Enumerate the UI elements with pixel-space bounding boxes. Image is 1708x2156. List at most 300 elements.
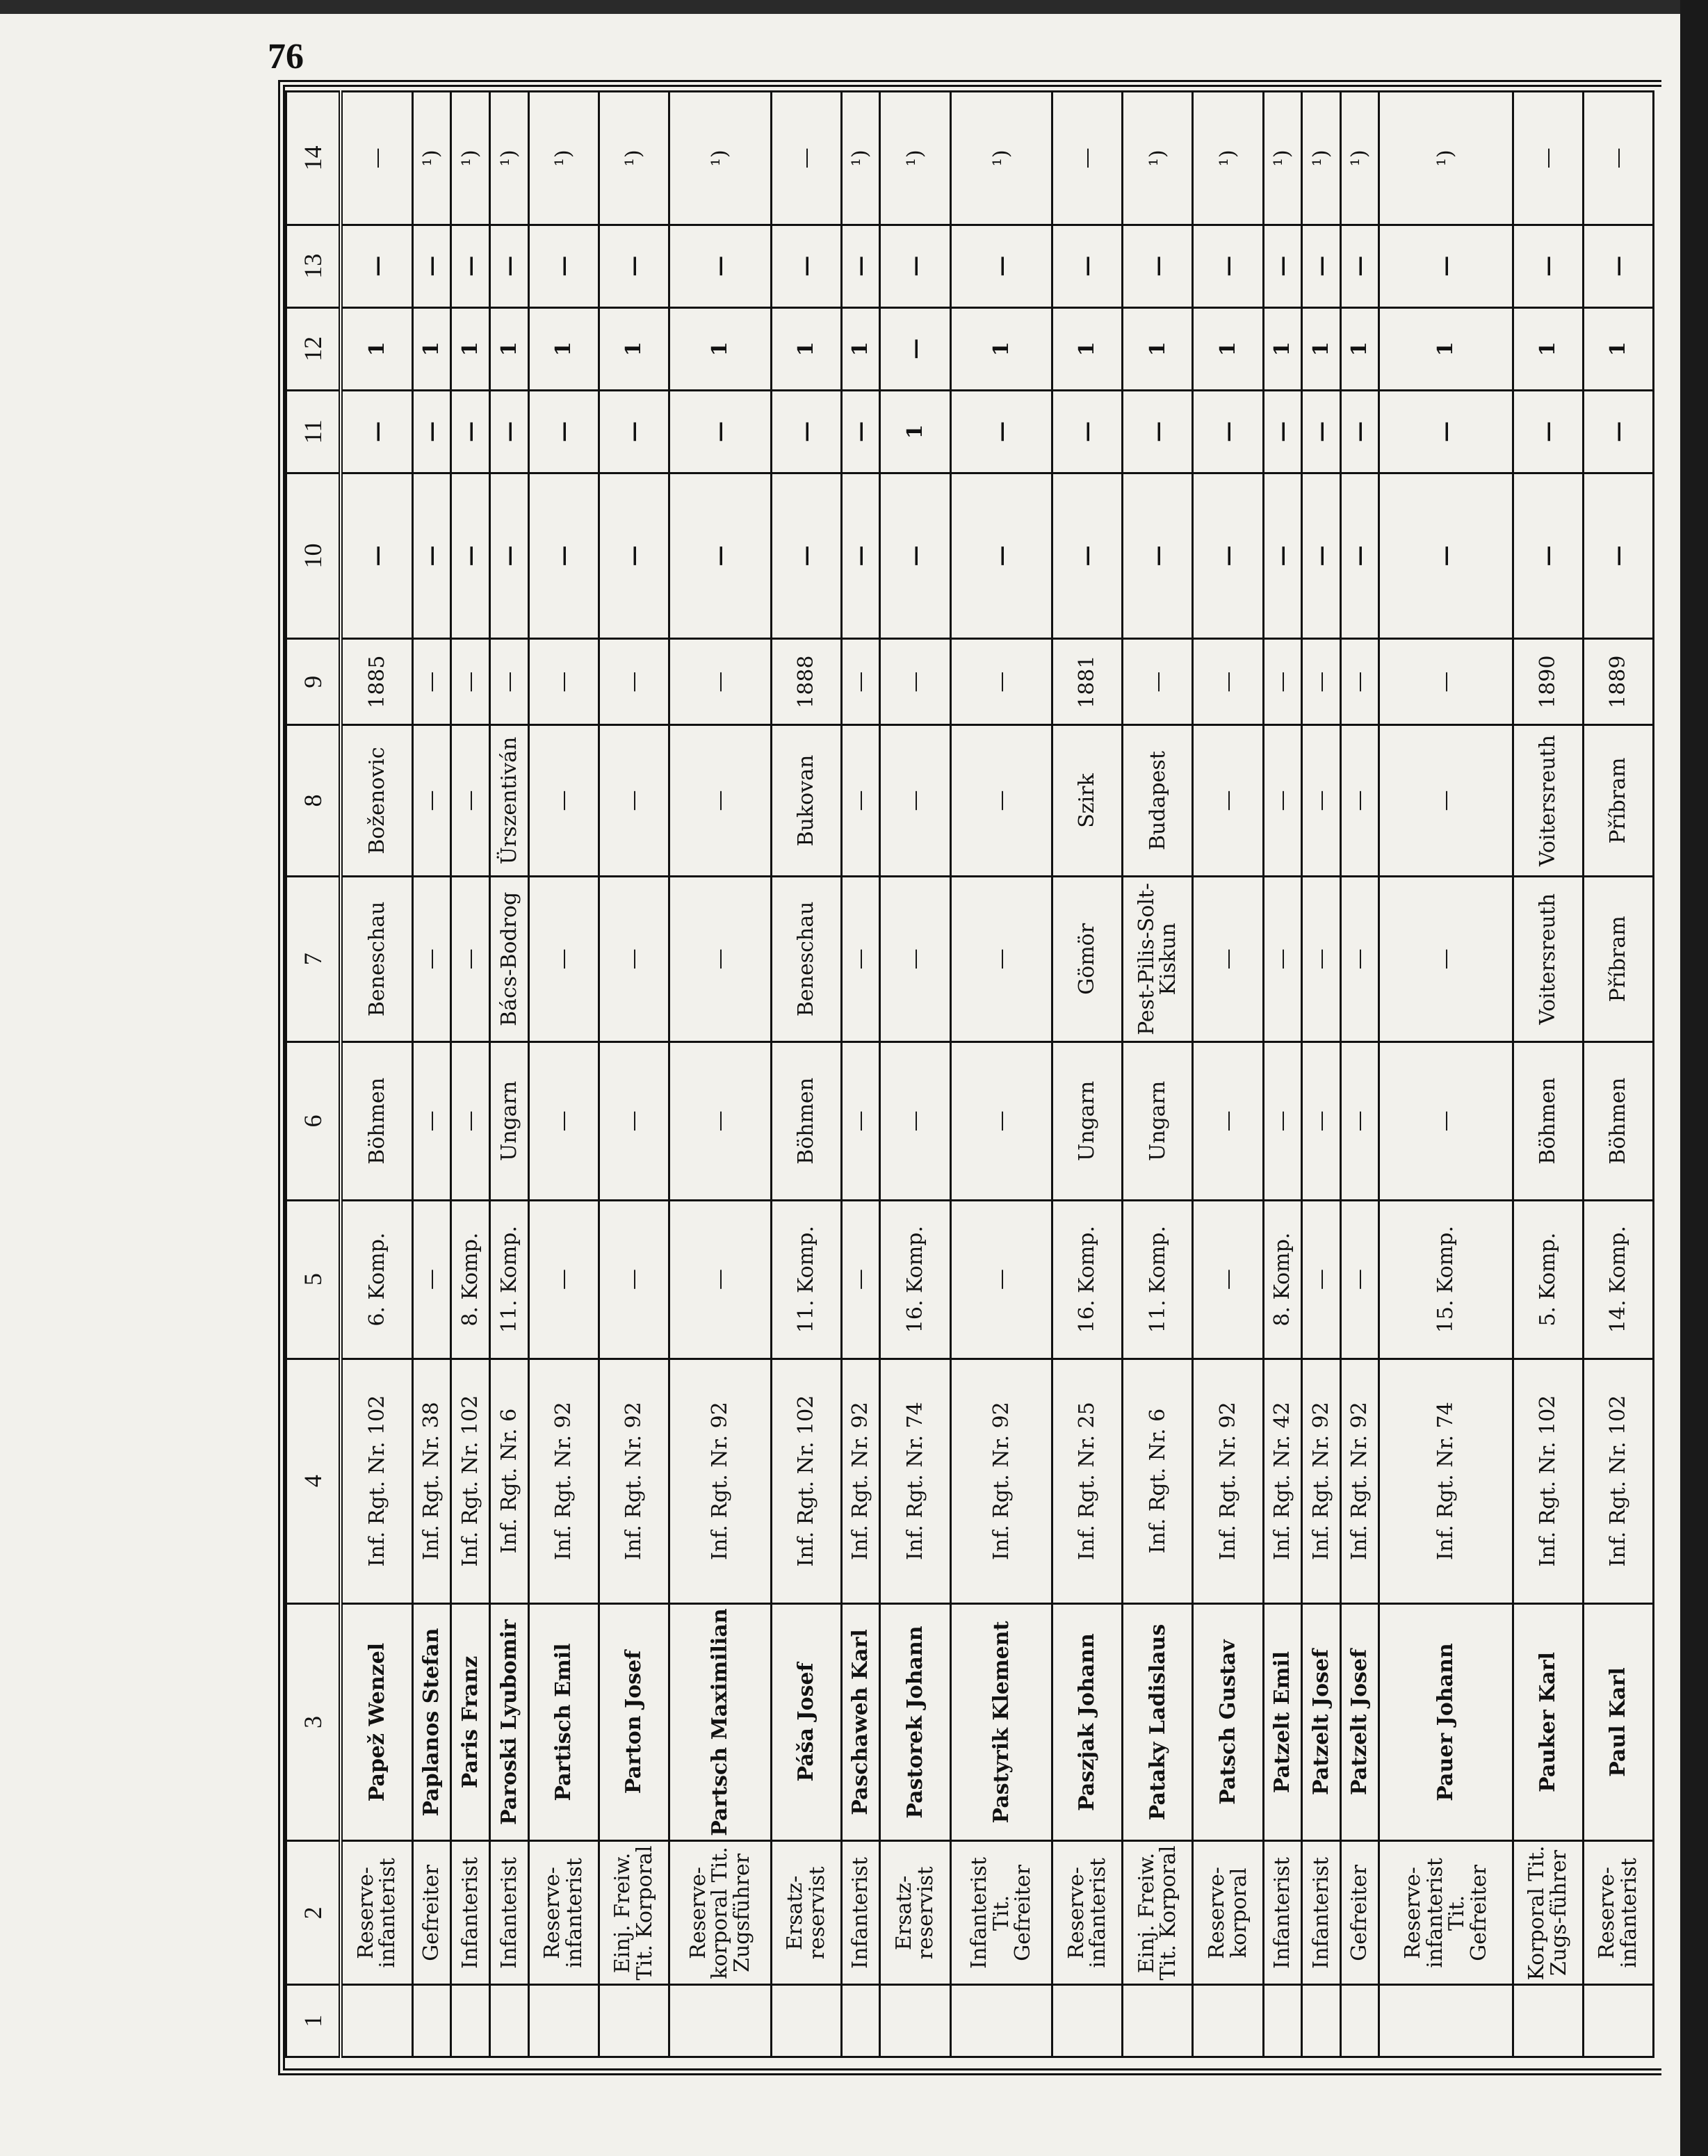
- cell-regiment: Inf. Rgt. Nr. 25: [1052, 1359, 1123, 1603]
- cell-col11: —: [1052, 390, 1123, 473]
- cell-name: Pataky Ladislaus: [1123, 1603, 1193, 1841]
- cell-col13: —: [1302, 225, 1341, 307]
- table-row: [950, 92, 1052, 2057]
- cell-col11: —: [1379, 390, 1513, 473]
- col-number-3: 3: [286, 1603, 341, 1841]
- cell-district: —: [412, 876, 451, 1041]
- col-number-13: 13: [286, 225, 341, 307]
- cell-regiment: Inf. Rgt. Nr. 92: [528, 1359, 599, 1603]
- cell-blank: [1052, 1985, 1123, 2057]
- cell-col12: 1: [1583, 307, 1653, 390]
- cell-col10: —: [950, 473, 1052, 638]
- col-number-4: 4: [286, 1359, 341, 1603]
- cell-land: —: [1340, 1041, 1379, 1200]
- cell-col13: —: [412, 225, 451, 307]
- cell-blank: [1583, 1985, 1653, 2057]
- col-number-7: 7: [286, 876, 341, 1041]
- cell-year: —: [1123, 639, 1193, 725]
- cell-col12: 1: [1379, 307, 1513, 390]
- cell-district: Beneschau: [341, 876, 412, 1041]
- cell-land: —: [599, 1041, 669, 1200]
- cell-col13: —: [771, 225, 841, 307]
- cell-col13: —: [1193, 225, 1263, 307]
- cell-col11: —: [1513, 390, 1583, 473]
- cell-district: —: [599, 876, 669, 1041]
- cell-blank: [1340, 1985, 1379, 2057]
- cell-land: —: [412, 1041, 451, 1200]
- cell-place: —: [1263, 725, 1302, 876]
- cell-col10: —: [1052, 473, 1123, 638]
- cell-col10: —: [599, 473, 669, 638]
- cell-col13: —: [880, 225, 950, 307]
- cell-col13: —: [599, 225, 669, 307]
- table-row: [1052, 92, 1123, 2057]
- cell-regiment: Inf. Rgt. Nr. 92: [1193, 1359, 1263, 1603]
- cell-col13: —: [1263, 225, 1302, 307]
- cell-col12: —: [880, 307, 950, 390]
- table-row: [1513, 92, 1583, 2057]
- cell-name: Paul Karl: [1583, 1603, 1653, 1841]
- cell-year: —: [950, 639, 1052, 725]
- cell-land: —: [451, 1041, 490, 1200]
- table-row: [1583, 92, 1653, 2057]
- cell-col10: —: [1513, 473, 1583, 638]
- cell-col11: —: [451, 390, 490, 473]
- cell-blank: [341, 1985, 412, 2057]
- cell-blank: [841, 1985, 880, 2057]
- cell-regiment: Inf. Rgt. Nr. 92: [669, 1359, 771, 1603]
- col-number-14: 14: [286, 92, 341, 225]
- cell-place: —: [880, 725, 950, 876]
- cell-year: 1889: [1583, 639, 1653, 725]
- cell-col14: —: [341, 92, 412, 225]
- cell-col14: —: [1052, 92, 1123, 225]
- cell-place: —: [669, 725, 771, 876]
- cell-col13: —: [1583, 225, 1653, 307]
- cell-place: —: [528, 725, 599, 876]
- cell-district: Bács-Bodrog: [490, 876, 529, 1041]
- cell-rank: Reserve-infanterist: [1052, 1841, 1123, 1985]
- table-row: [451, 92, 490, 2057]
- cell-rank: Einj. Freiw. Tit. Korporal: [1123, 1841, 1193, 1985]
- table-row: [528, 92, 599, 2057]
- cell-col13: —: [528, 225, 599, 307]
- cell-col11: —: [1583, 390, 1653, 473]
- cell-company: 6. Komp.: [341, 1200, 412, 1359]
- cell-col10: —: [880, 473, 950, 638]
- cell-place: Ürszentiván: [490, 725, 529, 876]
- cell-rank: Infanterist: [1302, 1841, 1341, 1985]
- cell-col12: 1: [1052, 307, 1123, 390]
- cell-company: 11. Komp.: [1123, 1200, 1193, 1359]
- cell-place: —: [451, 725, 490, 876]
- cell-name: Patzelt Josef: [1302, 1603, 1341, 1841]
- cell-col14: ¹): [880, 92, 950, 225]
- cell-col10: —: [1193, 473, 1263, 638]
- cell-name: Pauer Johann: [1379, 1603, 1513, 1841]
- cell-blank: [412, 1985, 451, 2057]
- cell-blank: [950, 1985, 1052, 2057]
- cell-blank: [880, 1985, 950, 2057]
- cell-company: —: [599, 1200, 669, 1359]
- cell-company: 15. Komp.: [1379, 1200, 1513, 1359]
- cell-col14: ¹): [1302, 92, 1341, 225]
- cell-land: Ungarn: [1123, 1041, 1193, 1200]
- cell-year: 1890: [1513, 639, 1583, 725]
- cell-col10: —: [1123, 473, 1193, 638]
- cell-col14: —: [1583, 92, 1653, 225]
- cell-col14: ¹): [490, 92, 529, 225]
- cell-land: Ungarn: [490, 1041, 529, 1200]
- cell-regiment: Inf. Rgt. Nr. 102: [771, 1359, 841, 1603]
- cell-land: Böhmen: [771, 1041, 841, 1200]
- cell-place: —: [841, 725, 880, 876]
- cell-land: Böhmen: [341, 1041, 412, 1200]
- cell-district: —: [1193, 876, 1263, 1041]
- cell-col13: —: [1123, 225, 1193, 307]
- cell-district: —: [950, 876, 1052, 1041]
- cell-col12: 1: [490, 307, 529, 390]
- cell-col12: 1: [841, 307, 880, 390]
- cell-place: Budapest: [1123, 725, 1193, 876]
- cell-col14: ¹): [412, 92, 451, 225]
- cell-name: Paszjak Johann: [1052, 1603, 1123, 1841]
- table-row: [1193, 92, 1263, 2057]
- cell-land: —: [669, 1041, 771, 1200]
- table-row: [880, 92, 950, 2057]
- cell-district: Gömör: [1052, 876, 1123, 1041]
- table-row: [841, 92, 880, 2057]
- cell-year: —: [1340, 639, 1379, 725]
- cell-year: 1881: [1052, 639, 1123, 725]
- cell-col13: —: [490, 225, 529, 307]
- table-row: [771, 92, 841, 2057]
- cell-district: Voitersreuth: [1513, 876, 1583, 1041]
- cell-col12: 1: [1263, 307, 1302, 390]
- cell-land: Böhmen: [1583, 1041, 1653, 1200]
- table-row: [599, 92, 669, 2057]
- cell-col11: —: [1340, 390, 1379, 473]
- cell-col12: 1: [412, 307, 451, 390]
- cell-place: Boženovic: [341, 725, 412, 876]
- cell-company: 8. Komp.: [1263, 1200, 1302, 1359]
- cell-col10: —: [1302, 473, 1341, 638]
- cell-rank: Reserve-infanterist: [528, 1841, 599, 1985]
- cell-regiment: Inf. Rgt. Nr. 92: [599, 1359, 669, 1603]
- cell-col10: —: [528, 473, 599, 638]
- cell-place: —: [1379, 725, 1513, 876]
- cell-land: —: [1193, 1041, 1263, 1200]
- cell-regiment: Inf. Rgt. Nr. 6: [490, 1359, 529, 1603]
- cell-col14: ¹): [1340, 92, 1379, 225]
- cell-name: Patsch Gustav: [1193, 1603, 1263, 1841]
- cell-company: 11. Komp.: [771, 1200, 841, 1359]
- cell-rank: Infanterist: [1263, 1841, 1302, 1985]
- cell-blank: [599, 1985, 669, 2057]
- cell-name: Paschaweh Karl: [841, 1603, 880, 1841]
- cell-name: Pastyrik Klement: [950, 1603, 1052, 1841]
- cell-col10: —: [771, 473, 841, 638]
- cell-place: —: [1340, 725, 1379, 876]
- cell-year: —: [490, 639, 529, 725]
- cell-place: —: [1193, 725, 1263, 876]
- table-row: [1379, 92, 1513, 2057]
- cell-rank: Einj. Freiw. Tit. Korporal: [599, 1841, 669, 1985]
- cell-col13: —: [950, 225, 1052, 307]
- cell-name: Paplanos Stefan: [412, 1603, 451, 1841]
- cell-year: —: [880, 639, 950, 725]
- cell-company: —: [950, 1200, 1052, 1359]
- cell-col11: —: [412, 390, 451, 473]
- cell-district: Beneschau: [771, 876, 841, 1041]
- cell-company: —: [1302, 1200, 1341, 1359]
- cell-regiment: Inf. Rgt. Nr. 102: [341, 1359, 412, 1603]
- cell-company: 8. Komp.: [451, 1200, 490, 1359]
- cell-year: 1888: [771, 639, 841, 725]
- cell-col14: ¹): [950, 92, 1052, 225]
- ledger-body: [341, 92, 1654, 2057]
- cell-col11: —: [1193, 390, 1263, 473]
- cell-company: 16. Komp.: [1052, 1200, 1123, 1359]
- cell-col11: —: [841, 390, 880, 473]
- cell-rank: Reserve-infanterist: [1583, 1841, 1653, 1985]
- cell-col11: 1: [880, 390, 950, 473]
- cell-col11: —: [341, 390, 412, 473]
- cell-col11: —: [1302, 390, 1341, 473]
- cell-col13: —: [451, 225, 490, 307]
- cell-regiment: Inf. Rgt. Nr. 102: [1513, 1359, 1583, 1603]
- cell-place: —: [1302, 725, 1341, 876]
- cell-name: Paris Franz: [451, 1603, 490, 1841]
- cell-company: —: [669, 1200, 771, 1359]
- cell-rank: Infanterist Tit. Gefreiter: [950, 1841, 1052, 1985]
- cell-district: —: [1379, 876, 1513, 1041]
- cell-blank: [1379, 1985, 1513, 2057]
- cell-place: —: [412, 725, 451, 876]
- cell-regiment: Inf. Rgt. Nr. 92: [950, 1359, 1052, 1603]
- cell-rank: Infanterist: [451, 1841, 490, 1985]
- cell-col12: 1: [1123, 307, 1193, 390]
- col-number-12: 12: [286, 307, 341, 390]
- cell-rank: Reserve-infanterist Tit. Gefreiter: [1379, 1841, 1513, 1985]
- cell-col11: —: [490, 390, 529, 473]
- scan-right-edge: [1680, 0, 1708, 2156]
- cell-company: —: [528, 1200, 599, 1359]
- cell-name: Patzelt Josef: [1340, 1603, 1379, 1841]
- column-number-row: [286, 92, 341, 2057]
- table-row: [669, 92, 771, 2057]
- scan-top-edge: [0, 0, 1708, 14]
- cell-col12: 1: [669, 307, 771, 390]
- cell-year: —: [841, 639, 880, 725]
- cell-col13: —: [1340, 225, 1379, 307]
- cell-rank: Ersatz-reservist: [771, 1841, 841, 1985]
- cell-district: —: [880, 876, 950, 1041]
- cell-col13: —: [341, 225, 412, 307]
- cell-col11: —: [669, 390, 771, 473]
- cell-col10: —: [1583, 473, 1653, 638]
- cell-name: Partsch Maximilian: [669, 1603, 771, 1841]
- table-row: [1123, 92, 1193, 2057]
- cell-district: Pest-Pilis-Solt-Kiskun: [1123, 876, 1193, 1041]
- cell-district: —: [1263, 876, 1302, 1041]
- cell-district: —: [451, 876, 490, 1041]
- cell-blank: [1193, 1985, 1263, 2057]
- cell-col14: ¹): [1193, 92, 1263, 225]
- table-row: [1340, 92, 1379, 2057]
- cell-name: Parton Josef: [599, 1603, 669, 1841]
- cell-district: —: [528, 876, 599, 1041]
- col-number-2: 2: [286, 1841, 341, 1985]
- cell-col14: ¹): [451, 92, 490, 225]
- cell-year: —: [1379, 639, 1513, 725]
- cell-col14: ¹): [1123, 92, 1193, 225]
- cell-regiment: Inf. Rgt. Nr. 42: [1263, 1359, 1302, 1603]
- cell-col12: 1: [451, 307, 490, 390]
- cell-place: Voitersreuth: [1513, 725, 1583, 876]
- cell-year: —: [599, 639, 669, 725]
- cell-company: —: [1193, 1200, 1263, 1359]
- cell-col14: ¹): [841, 92, 880, 225]
- cell-regiment: Inf. Rgt. Nr. 6: [1123, 1359, 1193, 1603]
- cell-company: 16. Komp.: [880, 1200, 950, 1359]
- cell-rank: Reserve-infanterist: [341, 1841, 412, 1985]
- cell-name: Pastorek Johann: [880, 1603, 950, 1841]
- cell-col10: —: [841, 473, 880, 638]
- cell-regiment: Inf. Rgt. Nr. 74: [1379, 1359, 1513, 1603]
- cell-regiment: Inf. Rgt. Nr. 102: [451, 1359, 490, 1603]
- cell-col13: —: [669, 225, 771, 307]
- cell-rank: Infanterist: [841, 1841, 880, 1985]
- col-number-11: 11: [286, 390, 341, 473]
- cell-col10: —: [1263, 473, 1302, 638]
- col-number-1: 1: [286, 1985, 341, 2057]
- cell-land: —: [1379, 1041, 1513, 1200]
- cell-year: —: [1193, 639, 1263, 725]
- table-row: [1302, 92, 1341, 2057]
- table-row: [341, 92, 412, 2057]
- cell-blank: [1513, 1985, 1583, 2057]
- cell-name: Papež Wenzel: [341, 1603, 412, 1841]
- cell-regiment: Inf. Rgt. Nr. 92: [1302, 1359, 1341, 1603]
- col-number-8: 8: [286, 725, 341, 876]
- cell-col14: ¹): [1263, 92, 1302, 225]
- cell-blank: [451, 1985, 490, 2057]
- cell-col11: —: [528, 390, 599, 473]
- cell-blank: [669, 1985, 771, 2057]
- cell-company: —: [1340, 1200, 1379, 1359]
- cell-year: —: [528, 639, 599, 725]
- cell-land: —: [1302, 1041, 1341, 1200]
- col-number-6: 6: [286, 1041, 341, 1200]
- cell-rank: Gefreiter: [412, 1841, 451, 1985]
- cell-col12: 1: [1193, 307, 1263, 390]
- casualty-ledger-table: [285, 90, 1654, 2058]
- cell-col12: 1: [1302, 307, 1341, 390]
- cell-company: —: [412, 1200, 451, 1359]
- cell-year: 1885: [341, 639, 412, 725]
- cell-rank: Reserve-korporal Tit. Zugsführer: [669, 1841, 771, 1985]
- table-row: [490, 92, 529, 2057]
- cell-district: —: [669, 876, 771, 1041]
- cell-col12: 1: [599, 307, 669, 390]
- cell-col14: —: [1513, 92, 1583, 225]
- cell-place: Bukovan: [771, 725, 841, 876]
- cell-regiment: Inf. Rgt. Nr. 92: [841, 1359, 880, 1603]
- cell-col11: —: [771, 390, 841, 473]
- cell-col12: 1: [950, 307, 1052, 390]
- cell-year: —: [669, 639, 771, 725]
- cell-col13: —: [1379, 225, 1513, 307]
- cell-blank: [528, 1985, 599, 2057]
- cell-col14: ¹): [599, 92, 669, 225]
- cell-col14: ¹): [669, 92, 771, 225]
- col-number-9: 9: [286, 639, 341, 725]
- cell-land: Böhmen: [1513, 1041, 1583, 1200]
- cell-regiment: Inf. Rgt. Nr. 102: [1583, 1359, 1653, 1603]
- cell-place: —: [950, 725, 1052, 876]
- cell-col13: —: [1513, 225, 1583, 307]
- cell-name: Patzelt Emil: [1263, 1603, 1302, 1841]
- cell-col13: —: [1052, 225, 1123, 307]
- cell-year: —: [1263, 639, 1302, 725]
- page-number: 76: [268, 37, 304, 76]
- cell-year: —: [1302, 639, 1341, 725]
- cell-rank: Ersatz-reservist: [880, 1841, 950, 1985]
- cell-land: —: [950, 1041, 1052, 1200]
- cell-blank: [771, 1985, 841, 2057]
- cell-rank: Gefreiter: [1340, 1841, 1379, 1985]
- cell-rank: Reserve-korporal: [1193, 1841, 1263, 1985]
- cell-col11: —: [1263, 390, 1302, 473]
- rotated-ledger: [285, 90, 1654, 2058]
- cell-col10: —: [412, 473, 451, 638]
- cell-place: —: [599, 725, 669, 876]
- cell-rank: Infanterist: [490, 1841, 529, 1985]
- cell-col14: —: [771, 92, 841, 225]
- cell-land: —: [528, 1041, 599, 1200]
- cell-land: —: [880, 1041, 950, 1200]
- cell-blank: [1263, 1985, 1302, 2057]
- cell-district: —: [1340, 876, 1379, 1041]
- cell-year: —: [412, 639, 451, 725]
- cell-regiment: Inf. Rgt. Nr. 38: [412, 1359, 451, 1603]
- cell-col11: —: [1123, 390, 1193, 473]
- cell-company: 14. Komp.: [1583, 1200, 1653, 1359]
- cell-rank: Korporal Tit. Zugs-führer: [1513, 1841, 1583, 1985]
- cell-district: Příbram: [1583, 876, 1653, 1041]
- cell-name: Pauker Karl: [1513, 1603, 1583, 1841]
- cell-blank: [1123, 1985, 1193, 2057]
- cell-col14: ¹): [1379, 92, 1513, 225]
- cell-district: —: [1302, 876, 1341, 1041]
- cell-col12: 1: [1340, 307, 1379, 390]
- cell-col14: ¹): [528, 92, 599, 225]
- cell-col13: —: [841, 225, 880, 307]
- cell-year: —: [451, 639, 490, 725]
- cell-name: Partisch Emil: [528, 1603, 599, 1841]
- cell-col10: —: [341, 473, 412, 638]
- cell-place: Příbram: [1583, 725, 1653, 876]
- cell-col12: 1: [1513, 307, 1583, 390]
- cell-col10: —: [490, 473, 529, 638]
- cell-col12: 1: [528, 307, 599, 390]
- table-row: [412, 92, 451, 2057]
- col-number-10: 10: [286, 473, 341, 638]
- cell-company: 11. Komp.: [490, 1200, 529, 1359]
- cell-col12: 1: [341, 307, 412, 390]
- cell-place: Szirk: [1052, 725, 1123, 876]
